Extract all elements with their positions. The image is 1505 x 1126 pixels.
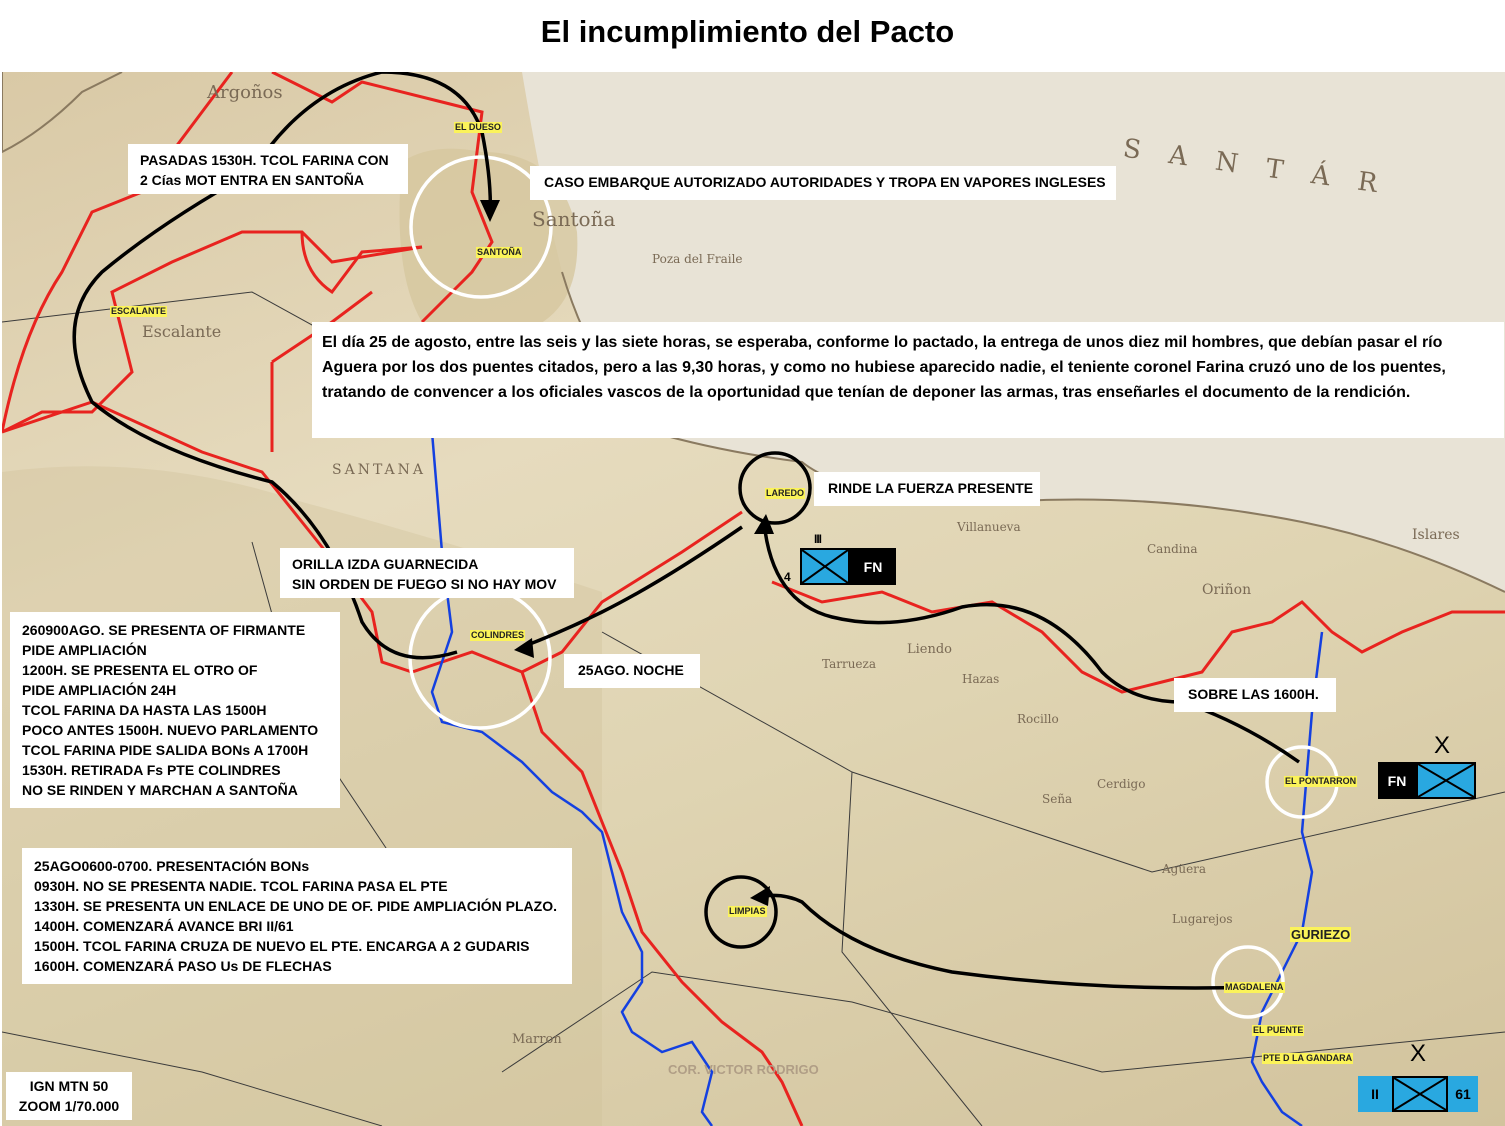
place-magdalena[interactable]: MAGDALENA [1225,982,1284,992]
note-noche [564,654,700,688]
note-sobre [1174,678,1336,712]
infantry-symbol [1416,762,1476,799]
place-el-puente[interactable]: EL PUENTE [1253,1025,1304,1035]
infantry-cross-icon [1418,764,1474,797]
map-info-line: ZOOM 1/70.000 [18,1098,120,1114]
map-label-pozo: Poza del Fraile [652,252,743,266]
place-pte-gandara[interactable]: PTE D LA GANDARA [1263,1053,1353,1063]
timeline-line: TCOL FARINA DA HASTA LAS 1500H [22,702,267,718]
page-title: El incumplimiento del Pacto [540,14,955,49]
map-label-sea: S A N T Á R [1121,133,1390,201]
note-line: CASO EMBARQUE AUTORIZADO AUTORIDADES Y TROPA EN VAPORES INGLESES [544,174,1106,190]
note-narrative [312,322,1504,438]
map-label-escalante-town: Escalante [142,322,222,341]
map-label-islares: Islares [1412,527,1460,543]
timeline-line: 1530H. RETIRADA Fs PTE COLINDRES [22,762,281,778]
note-line: RINDE LA FUERZA PRESENTE [828,480,1034,496]
note-embarque [530,166,1116,200]
infantry-cross-icon [802,550,848,583]
map-label-rocillo: Rocillo [1017,712,1059,726]
place-el-dueso[interactable]: EL DUESO [455,122,501,132]
unit-right-label: 61 [1448,1076,1478,1112]
timeline-line: TCOL FARINA PIDE SALIDA BONs A 1700H [22,742,309,758]
timeline-line: NO SE RINDEN Y MARCHAN A SANTOÑA [22,782,298,798]
map-label-tarrueza: Tarrueza [822,657,877,671]
place-colindres[interactable]: COLINDRES [471,630,525,640]
timeline-line: 25AGO0600-0700. PRESENTACIÓN BONs [34,858,310,874]
credit-label: COR. VICTOR RODRIGO [668,1062,819,1077]
map-label-aguera: Agüera [1162,862,1207,876]
map-area[interactable] [2,72,1505,1126]
unit-size: X [1410,1040,1427,1067]
note-line: ORILLA IZDA GUARNECIDA [292,556,479,572]
route-magdalena-limpias [757,895,1257,988]
map-label-marron: Marron [512,1032,562,1047]
note-map-info [6,1072,132,1120]
unit-label: FN [850,548,896,585]
map-label-villanueva: Villanueva [957,520,1021,534]
unit-size: X [1434,732,1451,759]
note-line: PASADAS 1530H. TCOL FARINA CON [140,152,389,168]
map-info-line: IGN MTN 50 [29,1078,109,1094]
unit-laredo-fn[interactable] [784,532,896,585]
infantry-cross-icon [1394,1078,1446,1110]
map-label-santona-town: Santoña [532,207,616,231]
timeline-line: POCO ANTES 1500H. NUEVO PARLAMENTO [22,722,319,738]
note-orilla [280,548,574,598]
note-line: SIN ORDEN DE FUEGO SI NO HAY MOV [292,576,557,592]
place-escalante[interactable]: ESCALANTE [111,306,167,316]
note-timeline-25 [22,848,572,984]
map-label-lugarejos: Lugarejos [1172,912,1233,926]
timeline-line: 1400H. COMENZARÁ AVANCE BRI II/61 [34,918,294,934]
place-laredo[interactable]: LAREDO [766,488,804,498]
note-line: 25AGO. NOCHE [578,662,684,678]
note-santona-entry [128,144,408,194]
map-label-santana: SANTANA [332,462,426,478]
timeline-line: 0930H. NO SE PRESENTA NADIE. TCOL FARINA PASA EL PTE [34,878,448,894]
unit-number: 4 [784,570,791,584]
note-timeline-26 [10,612,340,808]
timeline-line: 1200H. SE PRESENTA EL OTRO OF [22,662,258,678]
map-label-orinon: Oriñon [1202,582,1252,598]
unit-size: III [814,532,822,546]
infantry-symbol [1392,1076,1448,1112]
map-label-liendo: Liendo [907,642,953,657]
place-guriezo[interactable]: GURIEZO [1291,927,1351,942]
coastline [2,72,122,152]
unit-left-label: II [1358,1076,1392,1112]
timeline-line: 1330H. SE PRESENTA UN ENLACE DE UNO DE OF. PIDE AMPLIACIÓN PLAZO. [34,898,557,914]
narrative-text: El día 25 de agosto, entre las seis y las siete horas, se esperaba, conforme lo pactado, la entrega de unos diez mil hombres, que debían pasar el río Aguera por los dos puentes citados, pero a las 9,30 horas, y como no hubiese aparecido nadie, el teniente coronel Farina cruzó uno de los puentes, tratando de convencer a los oficiales vascos de la oportunidad que tenían de deponer las armas, tras enseñarles el documento de la rendición. [322,334,1446,401]
timeline-line: 260900AGO. SE PRESENTA OF FIRMANTE [22,622,306,638]
map-label-hazas: Hazas [962,672,1000,686]
note-line: SOBRE LAS 1600H. [1188,686,1319,702]
note-rinde [814,472,1040,506]
map-label-cerdigo: Cerdigo [1097,777,1146,791]
timeline-line: 1600H. COMENZARÁ PASO Us DE FLECHAS [34,958,332,974]
unit-label: FN [1378,762,1416,799]
timeline-line: 1500H. TCOL FARINA CRUZA DE NUEVO EL PTE. ENCARGA A 2 GUDARIS [34,938,530,954]
place-santona[interactable]: SANTOÑA [477,247,522,257]
note-line: 2 Cías MOT ENTRA EN SANTOÑA [140,172,365,188]
map-label-candina: Candina [1147,542,1198,556]
place-el-pontarron[interactable]: EL PONTARRON [1285,776,1357,786]
timeline-line: PIDE AMPLIACIÓN [22,642,147,658]
unit-pontarron-fn[interactable] [1378,732,1476,799]
unit-bri-ii-61[interactable] [1358,1040,1478,1112]
infantry-symbol [800,548,850,585]
map-label-sena: Seña [1042,792,1073,806]
timeline-line: PIDE AMPLIACIÓN 24H [22,682,177,698]
place-limpias[interactable]: LIMPIAS [729,906,766,916]
map-label-argonos: Argoños [207,82,283,103]
